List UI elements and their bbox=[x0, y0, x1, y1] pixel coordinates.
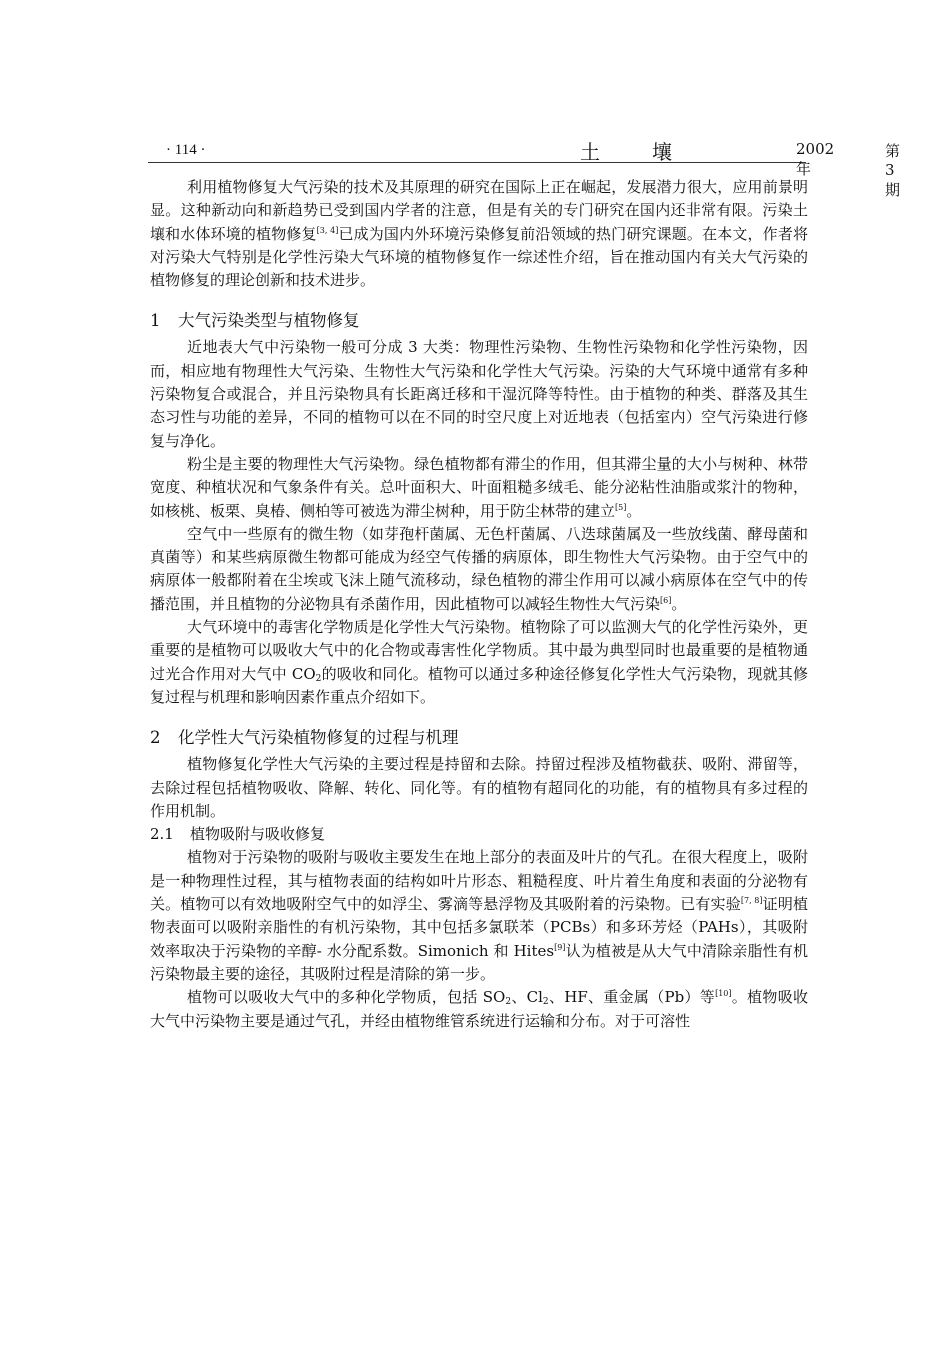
paragraph: 空气中一些原有的微生物（如芽孢杆菌属、无色杆菌属、八迭球菌属及一些放线菌、酵母菌和真菌等）和某些病原微生物都可能成为经空气传播的病原体，即生物性大气污染物。由于空气中的病原体一般都附着在尘埃或飞沫上随气流移动，绿色植物的滞尘作用可以减小病原体在空气中的传播范围，并且植物的分泌物具有杀菌作用，因此植物可以减轻生物性大气污染[6]。 bbox=[150, 524, 808, 613]
paragraph: 近地表大气中污染物一般可分成 3 大类：物理性污染物、生物性污染物和化学性污染物，因而，相应地有物理性大气污染、生物性大气污染和化学性大气污染。污染的大气环境中通常有多种污染物复合或混合，并且污染物具有长距离迁移和干湿沉降等特性。由于植物的种类、群落及其生态习性与功能的差异，不同的植物可以在不同的时空尺度上对近地表（包括室内）空气污染进行修复与净化。 bbox=[150, 338, 808, 450]
citation: [7, 8] bbox=[740, 896, 763, 906]
paragraph: 植物对于污染物的吸附与吸收主要发生在地上部分的表面及叶片的气孔。在很大程度上，吸附是一种物理性过程，其与植物表面的结构如叶片形态、粗糙程度、叶片着生角度和表面的分泌物有关。植物可以有效地吸附空气中的如浮尘、雾滴等悬浮物及其吸附着的污染物。已有实验[7, 8]证明植物表面可以吸附亲脂性的有机污染物，其中包括多氯联苯（PCBs）和多环芳烃（PAHs），其吸附效率取决于污染物的辛醇- 水分配系数。Simonich 和 Hites[9]认为植被是从大气中清除亲脂性有机污染物最主要的途径，其吸附过程是清除的第一步。 bbox=[150, 848, 808, 983]
section-number: 2 bbox=[150, 728, 161, 748]
subsection-number: 2.1 bbox=[150, 825, 174, 844]
citation: [9] bbox=[554, 942, 566, 952]
citation: [6] bbox=[660, 595, 672, 605]
subsection-title: 植物吸附与吸收修复 bbox=[190, 825, 326, 844]
paragraph: 植物修复化学性大气污染的主要过程是持留和去除。持留过程涉及植物截获、吸附、滞留等，去除过程包括植物吸收、降解、转化、同化等。有的植物有超同化的功能，有的植物具有多过程的作用机制。 bbox=[150, 755, 808, 820]
page-number: · 114 · bbox=[166, 142, 206, 158]
section-title: 大气污染类型与植物修复 bbox=[178, 311, 360, 331]
section-heading-2 bbox=[150, 725, 808, 751]
intro-paragraph: 利用植物修复大气污染的技术及其原理的研究在国际上正在崛起，发展潜力很大，应用前景明显。这种新动向和新趋势已受到国内学者的注意，但是有关的专门研究在国内还非常有限。污染土壤和水体环境的植物修复[3, 4]已成为国内外环境污染修复前沿领域的热门研究课题。在本文，作者将对污染大气特别是化学性污染大气环境的植物修复作一综述性介绍，旨在推动国内有关大气污染的植物修复的理论创新和技术进步。 bbox=[150, 178, 808, 290]
section-heading-1 bbox=[150, 308, 808, 334]
citation: [3, 4] bbox=[316, 225, 339, 235]
article-body bbox=[150, 176, 808, 1033]
publication-year: 2002 年 bbox=[796, 140, 835, 178]
section-title: 化学性大气污染植物修复的过程与机理 bbox=[178, 728, 459, 748]
citation: [10] bbox=[715, 989, 732, 999]
paragraph: 大气环境中的毒害化学物质是化学性大气污染物。植物除了可以监测大气的化学性污染外，更重要的是植物可以吸收大气中的化合物或毒害性化学物质。其中最为典型同时也最重要的是植物通过光合作用对大气中 $CO_2$的吸收和同化。植物可以通过多种途径修复化学性大气污染物，现就其修复过程与机理和影响因素作重点介绍如下。 bbox=[150, 618, 808, 706]
issue-number: 第 3 期 bbox=[885, 142, 901, 199]
paragraph: 植物可以吸收大气中的多种化学物质，包括 $SO_2$、$Cl_2$、HF、重金属（Pb）等[10]。植物吸收大气中污染物主要是通过气孔，并经由植物维管系统进行运输和分布。对于可溶性 bbox=[150, 988, 808, 1030]
section-number: 1 bbox=[150, 311, 161, 331]
journal-title: 土壤 bbox=[580, 140, 724, 164]
paragraph: 粉尘是主要的物理性大气污染物。绿色植物都有滞尘的作用，但其滞尘量的大小与树种、林带宽度、种植状况和气象条件有关。总叶面积大、叶面粗糙多绒毛、能分泌粘性油脂或浆汁的物种，如核桃、板栗、臭椿、侧柏等可被选为滞尘树种，用于防尘林带的建立[5]。 bbox=[150, 454, 808, 520]
running-header bbox=[148, 136, 901, 199]
subsection-heading bbox=[150, 823, 808, 846]
citation: [5] bbox=[615, 502, 627, 512]
